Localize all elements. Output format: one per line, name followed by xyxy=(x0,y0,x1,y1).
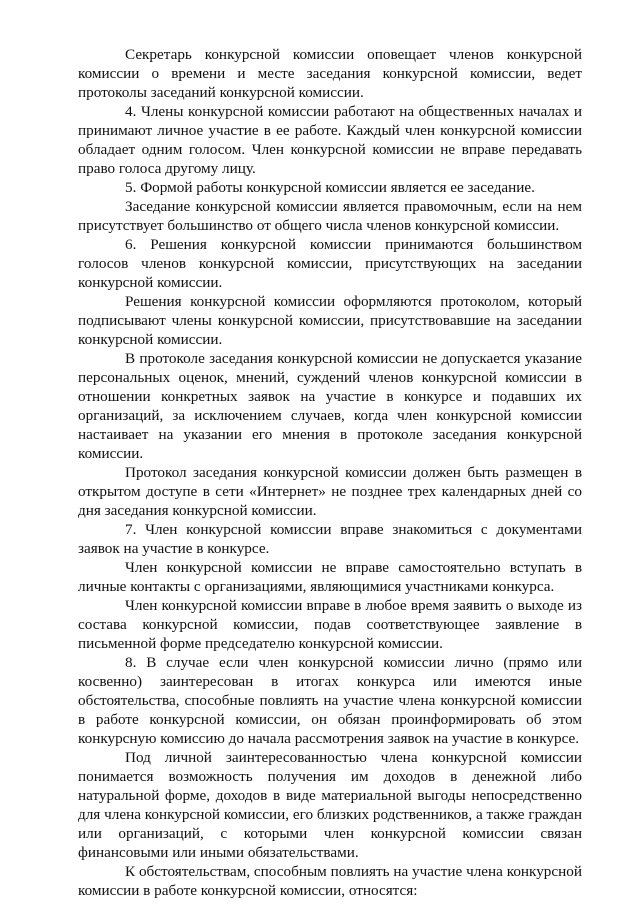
paragraph-protocol-publication: Протокол заседания конкурсной комиссии должен быть размещен в открытом доступе в сети «Интернет» не позднее трех календарных дней со дня заседания конкурсной комиссии. xyxy=(78,464,582,519)
paragraph-circumstances: К обстоятельствам, способным повлиять на участие члена конкурсной комиссии в работе конкурсной комиссии, относятся: xyxy=(78,863,582,899)
paragraph-section-6: 6. Решения конкурсной комиссии принимаются большинством голосов членов конкурсной комиссии, присутствующих на заседании конкурсной комиссии. xyxy=(78,236,582,291)
paragraph-section-4: 4. Члены конкурсной комиссии работают на общественных началах и принимают личное участие в ее работе. Каждый член конкурсной комиссии обладает одним голосом. Член конкурсной комиссии не вправе передавать право голоса другому лицу. xyxy=(78,103,582,177)
paragraph-section-5: 5. Формой работы конкурсной комиссии является ее заседание. xyxy=(125,179,535,196)
paragraph-withdrawal: Член конкурсной комиссии вправе в любое время заявить о выходе из состава конкурсной комиссии, подав соответствующее заявление в письменной форме председателю конкурсной комиссии. xyxy=(78,597,582,652)
paragraph-protocol-content: В протоколе заседания конкурсной комиссии не допускается указание персональных оценок, мнений, суждений членов конкурсной комиссии в отношении конкретных заявок на участие в конкурсе и подавших их организаций, за исключением случаев, когда член конкурсной комиссии настаивает на указании его мнения в протоколе заседания конкурсной комиссии. xyxy=(78,350,582,462)
paragraph-secretary-duties: Секретарь конкурсной комиссии оповещает членов конкурсной комиссии о времени и месте заседания конкурсной комиссии, ведет протоколы заседаний конкурсной комиссии. xyxy=(78,46,582,101)
paragraph-section-8: 8. В случае если член конкурсной комиссии лично (прямо или косвенно) заинтересован в итогах конкурса или имеются иные обстоятельства, способные повлиять на участие члена конкурсной комиссии в работе конкурсной комиссии, он обязан проинформировать об этом конкурсную комиссию до начала рассмотрения заявок на участие в конкурсе. xyxy=(78,654,582,747)
paragraph-personal-interest: Под личной заинтересованностью члена конкурсной комиссии понимается возможность получения им доходов в денежной либо натуральной форме, доходов в виде материальной выгоды непосредственно для члена конкурсной комиссии, его близких родственников, а также граждан или организаций, с которыми член конкурсной комиссии связан финансовыми или иными обязательствами. xyxy=(78,749,582,861)
document-page xyxy=(78,45,582,900)
paragraph-quorum: Заседание конкурсной комиссии является правомочным, если на нем присутствует большинство от общего числа членов конкурсной комиссии. xyxy=(78,198,582,234)
paragraph-no-contacts: Член конкурсной комиссии не вправе самостоятельно вступать в личные контакты с организациями, являющимися участниками конкурса. xyxy=(78,559,582,595)
paragraph-section-7: 7. Член конкурсной комиссии вправе знакомиться с документами заявок на участие в конкурсе. xyxy=(78,521,582,557)
paragraph-decisions-protocol: Решения конкурсной комиссии оформляются протоколом, который подписывают члены конкурсной комиссии, присутствовавшие на заседании конкурсной комиссии. xyxy=(78,293,582,348)
